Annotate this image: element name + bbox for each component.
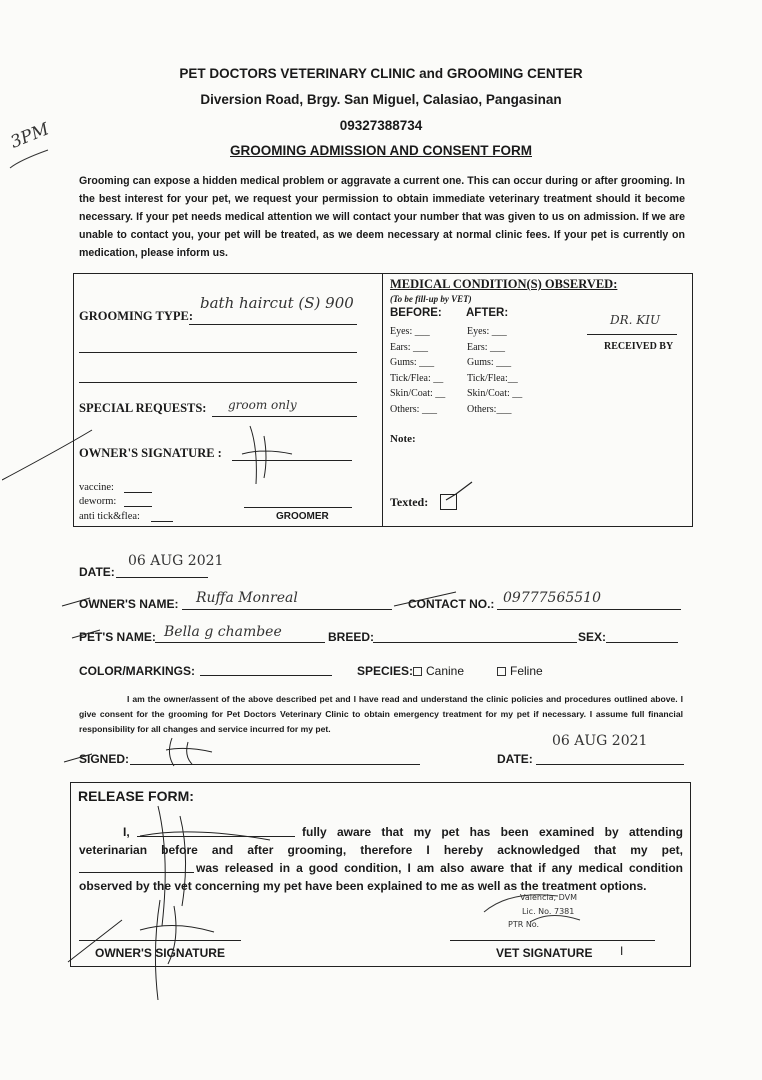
consent-date-field[interactable] [536,764,684,765]
before-items [390,324,445,418]
release-line2: veterinarian before and after grooming, therefore I hereby acknowledged that my pet, [79,843,683,857]
clinic-name: PET DOCTORS VETERINARY CLINIC and GROOMING CENTER [179,66,583,81]
vet-signature-line[interactable] [450,940,655,941]
contact-label: CONTACT NO.: [408,597,495,611]
grooming-extra-line-1[interactable] [79,352,357,353]
color-field[interactable] [200,675,332,676]
release-i: I, [123,825,130,839]
anti-tick-field[interactable] [151,521,173,522]
texted-label: Texted: [390,495,429,509]
before-gums[interactable]: Gums: ___ [390,357,435,369]
stamp-license: Lic. No. 7381 [522,907,575,916]
signed-label: SIGNED: [79,752,130,766]
groomer-signature-line[interactable] [244,507,352,508]
release-title: RELEASE FORM: [78,788,194,804]
special-requests-field[interactable] [212,416,357,417]
before-skin-coat[interactable]: Skin/Coat: __ [390,388,446,400]
deworm-label: deworm: [79,496,117,507]
breed-label: BREED: [328,630,375,644]
after-skin-coat[interactable]: Skin/Coat: __ [467,388,523,400]
after-gums[interactable]: Gums: ___ [467,357,512,369]
grooming-type-field[interactable] [189,324,357,325]
grooming-extra-line-2[interactable] [79,382,357,383]
pet-name-field[interactable] [155,642,325,643]
strike-mark-pet [70,624,110,644]
special-requests-label: SPECIAL REQUESTS: [79,401,207,415]
received-by-label: RECEIVED BY [604,341,674,352]
owner-name-value: Ruffa Monreal [196,590,298,606]
pet-name-value: Bella g chambee [164,624,282,640]
strike-marks-row1 [60,588,560,618]
date-field[interactable] [116,577,208,578]
deworm-field[interactable] [124,506,152,507]
owner-sig-label: OWNER'S SIGNATURE [95,946,225,960]
grooming-type-value: bath haircut (S) 900 [200,294,354,312]
received-by-value: DR. KIU [610,313,661,327]
sex-field[interactable] [606,642,678,643]
owner-release-scribble [64,890,244,1010]
consent-date-label: DATE: [497,752,533,766]
release-line1: fully aware that my pet has been examined by attending [302,825,683,839]
color-label: COLOR/MARKINGS: [79,664,195,678]
contact-value: 09777565510 [503,590,601,606]
margin-note-stroke [4,146,54,176]
species-label: SPECIES: [357,664,414,678]
vet-sig-label: VET SIGNATURE [496,946,593,960]
clinic-address: Diversion Road, Brgy. San Miguel, Calasiao, Pangasinan [200,92,562,107]
after-others[interactable]: Others:___ [467,403,512,415]
anti-tick-label: anti tick&flea: [79,511,140,522]
canine-checkbox[interactable] [413,667,422,676]
consent-date-value: 06 AUG 2021 [552,733,648,749]
intro-paragraph: Grooming can expose a hidden medical problem or aggravate a current one. This can occur during or after grooming. In the best interest for your pet, we request your permission to obtain immediate veterinary treatment should it become necessary. If your pet needs medical attention we will contact your number that was given to us on admission. If we are unable to contact you, your pet will be treated, as we deem necessary at normal clinic fees. If your pet is currently on medication, please inform us. [79,175,685,259]
box-divider [382,273,383,527]
note-label: Note: [390,433,416,445]
date-value: 06 AUG 2021 [128,553,224,569]
form-title: GROOMING ADMISSION AND CONSENT FORM [230,143,532,158]
before-eyes[interactable]: Eyes: ___ [390,326,430,337]
release-line4: observed by the vet concerning my pet have been explained to me as well as the treatment options. [79,879,647,893]
clinic-phone: 09327388734 [339,118,423,133]
vaccine-field[interactable] [124,492,152,493]
date-label: DATE: [79,565,115,579]
pet-name-label: PET'S NAME: [79,630,156,644]
vet-signature-scribble [470,886,620,932]
release-line3: was released in a good condition, I am also aware that if any medical condition [196,861,683,875]
medical-subtitle: (To be fill-up by VET) [390,294,472,304]
owner-signature-scribble [2,418,302,488]
sex-label: SEX: [578,630,607,644]
species-feline[interactable]: Feline [497,664,543,678]
feline-checkbox[interactable] [497,667,506,676]
after-eyes[interactable]: Eyes: ___ [467,326,507,337]
breed-field[interactable] [373,642,577,643]
received-by-line[interactable] [587,334,677,335]
vet-sig-mark: I [620,944,624,958]
grooming-type-label: GROOMING TYPE: [79,309,194,323]
before-tick-flea[interactable]: Tick/Flea: __ [390,372,444,384]
medical-title: MEDICAL CONDITION(S) OBSERVED: [390,277,618,291]
owner-signature-label: OWNER'S SIGNATURE : [79,446,222,460]
special-requests-value: groom only [228,398,297,412]
consent-text: I am the owner/assent of the above described pet and I have read and understand the clinic policies and procedures outlined above. I give consent for the grooming for Pet Doctors Veterinary Clinic to obtain emergency treatment for my pet if necessary. I assume full financial responsibility for all changes and service incurred for my pet. [79,694,683,734]
before-label: BEFORE: [390,307,442,319]
owner-name-label: OWNER'S NAME: [79,597,179,611]
before-ears[interactable]: Ears: ___ [390,341,429,353]
after-tick-flea[interactable]: Tick/Flea:__ [467,372,518,384]
vaccine-label: vaccine: [79,482,114,493]
groomer-label: GROOMER [276,511,329,522]
signed-scribble [62,734,232,770]
stamp-ptr: PTR No. [508,920,540,929]
margin-note-3pm: 3PM [7,119,52,153]
stamp-name: Valencia, DVM [520,893,577,902]
after-items [467,324,522,418]
after-ears[interactable]: Ears: ___ [467,341,506,353]
species-canine[interactable]: Canine [413,664,464,678]
texted-checkmark [442,480,476,506]
before-others[interactable]: Others: ___ [390,403,437,415]
after-label: AFTER: [466,307,509,319]
